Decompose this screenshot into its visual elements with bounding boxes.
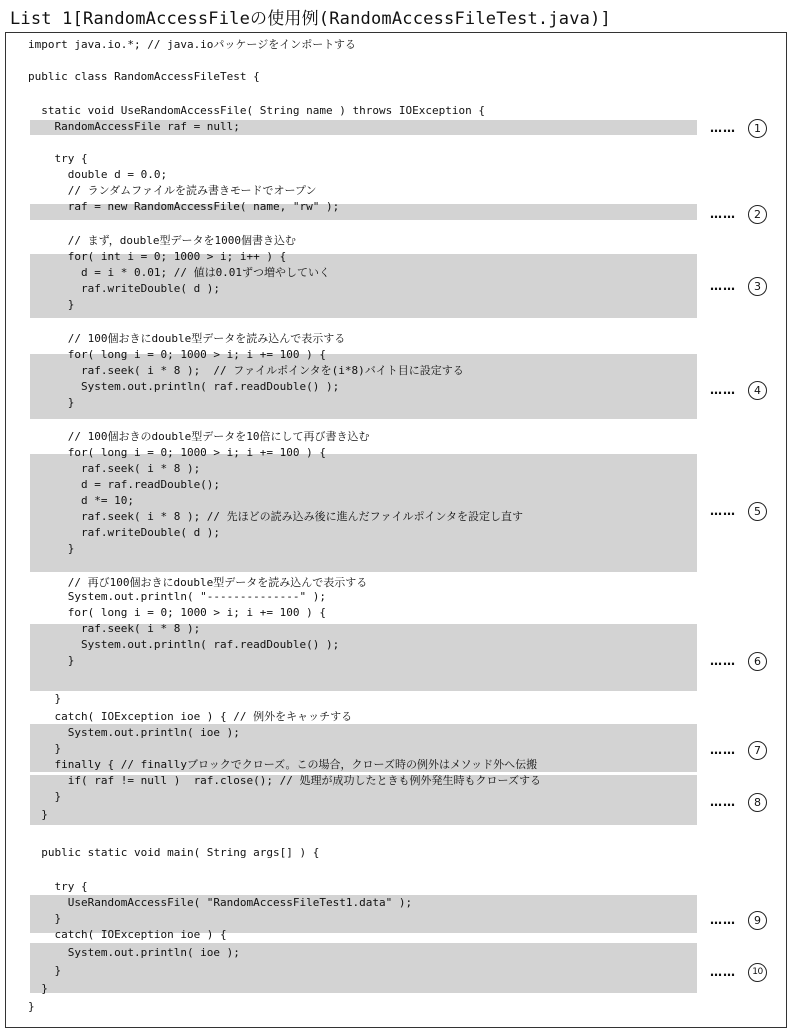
leader-dots: ……	[710, 207, 736, 221]
circled-number: 8	[748, 793, 767, 812]
code-line: }	[28, 654, 75, 667]
annotation-marker	[710, 203, 767, 225]
leader-dots: ……	[710, 913, 736, 927]
listing-title: List 1[RandomAccessFileの使用例(RandomAccessFileTest.java)]	[10, 9, 611, 29]
code-line: }	[28, 742, 62, 755]
code-line: raf.seek( i * 8 );	[28, 622, 201, 635]
annotation-marker	[710, 739, 767, 761]
code-line: for( long i = 0; 1000 > i; i += 100 ) {	[28, 606, 327, 619]
code-line: if( raf != null ) raf.close(); // 処理が成功したときも例外発生時もクローズする	[28, 774, 541, 787]
code-line: // まず，double型データを1000個書き込む	[28, 234, 296, 247]
code-line: public static void main( String args[] ) {	[28, 846, 320, 859]
code-line: public class RandomAccessFileTest {	[28, 70, 260, 83]
code-line: // 再び100個おきにdouble型データを読み込んで表示する	[28, 576, 368, 589]
annotation-marker	[710, 117, 767, 139]
circled-number: 10	[748, 963, 767, 982]
code-line: import java.io.*; // java.ioパッケージをインポートする	[28, 38, 356, 51]
annotation-marker	[710, 500, 767, 522]
leader-dots: ……	[710, 965, 736, 979]
code-listing-frame	[5, 32, 787, 1028]
code-line: }	[28, 790, 62, 803]
leader-dots: ……	[710, 383, 736, 397]
code-line: d = raf.readDouble();	[28, 478, 221, 491]
circled-number: 4	[748, 381, 767, 400]
code-line: raf.seek( i * 8 ); // 先ほどの読み込み後に進んだファイルポインタを設定し直す	[28, 510, 524, 523]
leader-dots: ……	[710, 279, 736, 293]
code-line: catch( IOException ioe ) { // 例外をキャッチする	[28, 710, 353, 723]
code-line: }	[28, 396, 75, 409]
circled-number: 9	[748, 911, 767, 930]
code-line: }	[28, 298, 75, 311]
code-line: catch( IOException ioe ) {	[28, 928, 227, 941]
code-line: raf.writeDouble( d );	[28, 282, 221, 295]
annotation-marker	[710, 909, 767, 931]
circled-number: 5	[748, 502, 767, 521]
annotation-marker	[710, 275, 767, 297]
circled-number: 1	[748, 119, 767, 138]
code-line: }	[28, 912, 62, 925]
code-line: // 100個おきのdouble型データを10倍にして再び書き込む	[28, 430, 370, 443]
annotation-marker	[710, 791, 767, 813]
code-line: static void UseRandomAccessFile( String name ) throws IOException {	[28, 104, 485, 117]
code-line: }	[28, 808, 48, 821]
code-line: raf.seek( i * 8 ); // ファイルポインタを(i*8)バイト目に設定する	[28, 364, 464, 377]
code-line: System.out.println( raf.readDouble() );	[28, 380, 340, 393]
code-line: // ランダムファイルを読み書きモードでオープン	[28, 184, 317, 197]
annotation-marker	[710, 379, 767, 401]
code-line: d *= 10;	[28, 494, 134, 507]
code-line: }	[28, 542, 75, 555]
code-line: System.out.println( ioe );	[28, 726, 240, 739]
code-line: d = i * 0.01; // 値は0.01ずつ増やしていく	[28, 266, 331, 279]
code-line: UseRandomAccessFile( "RandomAccessFileTest1.data" );	[28, 896, 413, 909]
code-line: for( long i = 0; 1000 > i; i += 100 ) {	[28, 446, 327, 459]
code-line: try {	[28, 880, 88, 893]
leader-dots: ……	[710, 504, 736, 518]
circled-number: 2	[748, 205, 767, 224]
code-line: System.out.println( "--------------" );	[28, 590, 327, 603]
code-line: raf.seek( i * 8 );	[28, 462, 201, 475]
code-line: System.out.println( raf.readDouble() );	[28, 638, 340, 651]
code-line: }	[28, 692, 62, 705]
code-line: }	[28, 1000, 35, 1013]
circled-number: 3	[748, 277, 767, 296]
code-line: // 100個おきにdouble型データを読み込んで表示する	[28, 332, 346, 345]
code-line: raf.writeDouble( d );	[28, 526, 221, 539]
circled-number: 6	[748, 652, 767, 671]
code-line: System.out.println( ioe );	[28, 946, 240, 959]
code-line: for( long i = 0; 1000 > i; i += 100 ) {	[28, 348, 327, 361]
code-line: for( int i = 0; 1000 > i; i++ ) {	[28, 250, 287, 263]
circled-number: 7	[748, 741, 767, 760]
code-line: try {	[28, 152, 88, 165]
code-line: double d = 0.0;	[28, 168, 168, 181]
code-line: RandomAccessFile raf = null;	[28, 120, 240, 133]
code-line: }	[28, 982, 48, 995]
code-line: }	[28, 964, 62, 977]
code-line: finally { // finallyブロックでクローズ。この場合，クローズ時の例外はメソッド外へ伝搬	[28, 758, 538, 771]
leader-dots: ……	[710, 795, 736, 809]
leader-dots: ……	[710, 121, 736, 135]
annotation-marker	[710, 961, 767, 983]
leader-dots: ……	[710, 743, 736, 757]
code-line: raf = new RandomAccessFile( name, "rw" );	[28, 200, 340, 213]
leader-dots: ……	[710, 654, 736, 668]
annotation-marker	[710, 650, 767, 672]
